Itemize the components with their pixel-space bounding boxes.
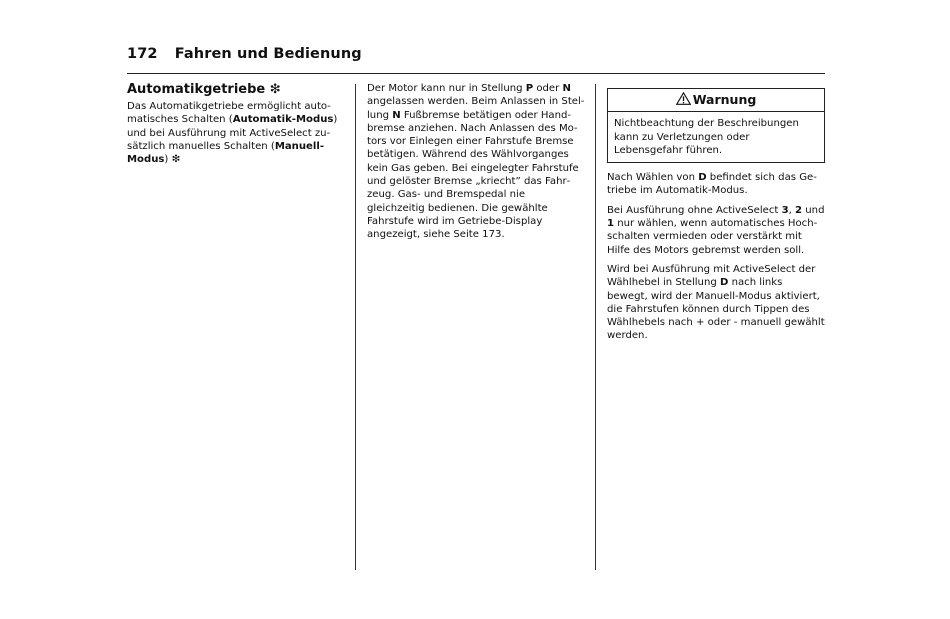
starting-paragraph: Der Motor kann nur in Stellung P oder N angelassen werden. Beim Anlassen in Stellung N Fußbremse betätigen oder Handbremse anziehen. Nach Anlassen des Motors vor Einlegen einer Fahrstufe Bremse betätigen. Während des Wählvorganges kein Gas geben. Bei eingelegter Fahrstufe und gelöster Bremse „kriecht” das Fahrzeug. Gas- und Bremspedal nie gleichzeitig bedienen. Die gewählte Fahrstufe wird im Getriebe-Display angezeigt, siehe Seite 173. (367, 83, 585, 241)
section-heading: Automatikgetriebe ❇ (127, 82, 281, 97)
special-equipment-icon: ❇ (171, 154, 181, 166)
page-header (127, 46, 362, 62)
warning-text: Nichtbeachtung der Beschreibungen kann zu Verletzungen oder Lebensgefahr führen. (614, 118, 799, 156)
warning-title: Warnung (692, 92, 757, 107)
paragraph-d: Nach Wählen von D befindet sich das Getriebe im Automatik-Modus. (607, 172, 817, 197)
column-divider-1 (355, 84, 356, 570)
paragraph-without-activeselect: Bei Ausführung ohne ActiveSelect 3, 2 und 1 nur wählen, wenn automatisches Hochschalten vermieden oder verstärkt mit Hilfe des Motors gebremst werden soll. (607, 204, 825, 256)
column-1 (127, 82, 347, 172)
warning-triangle-icon (676, 92, 691, 105)
warning-header (608, 89, 824, 112)
paragraph-with-activeselect: Wird bei Ausführung mit ActiveSelect der Wählhebel in Stellung D nach links bewegt, wird der Manuell-Modus aktiviert, die Fahrstufen können durch Tippen des Wählhebels nach + oder - manuell gewählt werden. (607, 263, 825, 342)
column-2 (367, 82, 585, 248)
header-rule (127, 73, 825, 74)
column-3 (607, 88, 825, 349)
column-divider-2 (595, 84, 596, 570)
section-title: Fahren und Bedienung (174, 46, 362, 62)
page-number: 172 (127, 46, 158, 62)
warning-box (607, 88, 825, 163)
special-equipment-icon: ❇ (269, 82, 281, 97)
intro-paragraph: Das Automatikgetriebe ermöglicht automatisches Schalten (Automatik-Modus) und bei Ausführung mit ActiveSelect zusätzlich manuelles Schalten (Manuell-Modus) ❇ (127, 101, 338, 166)
